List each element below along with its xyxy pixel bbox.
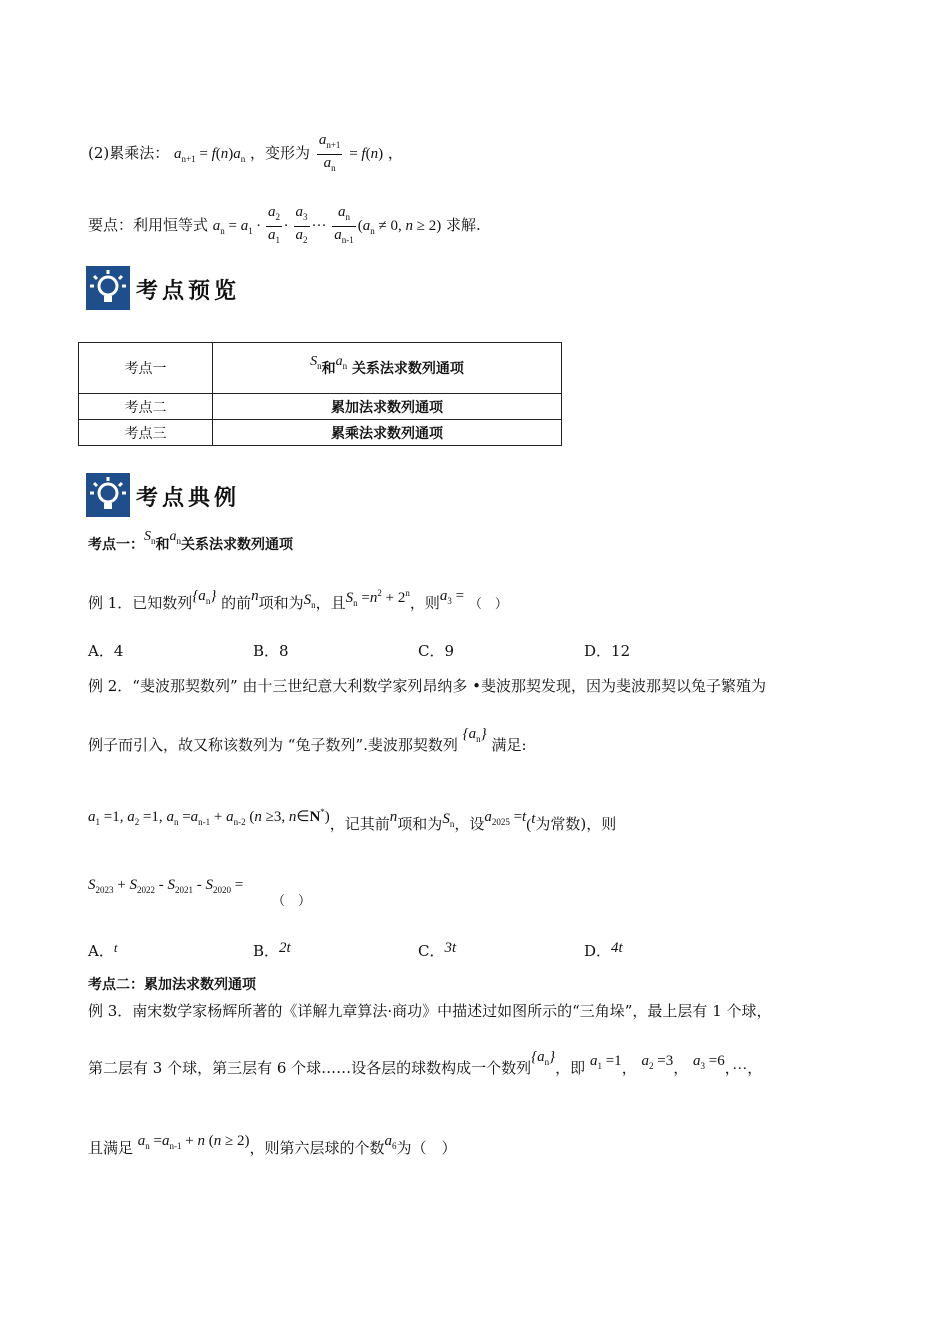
ex3-line-2: 第二层有 3 个球，第三层有 6 个球……设各层的球数构成一个数列$\{a_n\}$，即 $a_1 =1$， $a_2 =3$， $a_3 =6$，···， [88, 1049, 763, 1077]
ratio-rhs: = f(n) [349, 146, 384, 162]
ex3-text: 第二层有 3 个球，第三层有 6 个球……设各层的球数构成一个数列 [88, 1059, 532, 1077]
ex2-text: 为常数)，则 [535, 815, 617, 833]
formula-line-1 [88, 128, 403, 178]
heading-examples: 考点典例 [136, 486, 241, 511]
table-cell-topic: 累加法求数列通项 [213, 394, 562, 420]
ex1-option-d[interactable]: D．12 [584, 642, 631, 660]
ex1-text: 项和为 [258, 594, 304, 612]
table-row [79, 394, 562, 420]
ex3-text: 且满足 [88, 1139, 134, 1157]
ex1-option-c[interactable]: C．9 [418, 642, 455, 660]
formula-mid-text: ，变形为 [250, 144, 311, 162]
section-1-title: 考点一：$S_n$和$a_n$关系法求数列通项 [88, 529, 293, 553]
example-1: 例 1．已知数列$\{a_n\}$ 的前n项和为$S_n$，且$S_n =n^2 + 2^n$，则$a_3$ = （ ） [88, 588, 508, 612]
ex2-text: ，设 [454, 815, 485, 833]
ratio-fraction: $\frac{a_{n+1}}{a_n}$ [318, 131, 341, 173]
section-1-he: 和 [155, 537, 170, 553]
ex3-line-3: 且满足 $a_n =a_{n-1} + n$ (n ≥ 2)，则第六层球的个数$a_6$为（ ） [88, 1133, 457, 1157]
section-1-prefix: 考点一： [88, 537, 144, 553]
ex2-text: ，记其前 [329, 815, 390, 833]
lightbulb-icon [86, 266, 130, 310]
key-point-label: 要点：利用恒等式 [88, 216, 209, 234]
table-cell-label: 考点二 [79, 394, 213, 420]
ex2-option-b[interactable]: B．2t [253, 940, 291, 960]
ex1-text: 例 1．已知数列 [88, 594, 193, 612]
ex2-answer-paren: （ ） [272, 894, 312, 909]
ex2-text: 项和为 [397, 815, 443, 833]
topic-suffix: 关系法求数列通项 [351, 360, 464, 377]
ex2-text: 满足: [491, 736, 527, 754]
table-cell-topic: 累乘法求数列通项 [213, 420, 562, 446]
option-label: A． [88, 942, 114, 960]
option-label: C． [418, 942, 445, 960]
ex1-text: ，且 [315, 594, 346, 612]
ex1-option-a[interactable]: A．4 [88, 642, 124, 660]
topic-he: 和 [321, 360, 336, 377]
ex2-sum-formula: $S_{2023} + S_{2022} - S_{2021} - S_{2020}$ = [88, 877, 244, 895]
option-label: D． [584, 942, 612, 960]
ex2-option-c[interactable]: C．3t [418, 940, 457, 960]
fibonacci-formula: $a_1 =1$, $a_2 =1$, $a_n =a_{n-1} + a_{n-2}$ (n ≥3, n∈N*) [88, 807, 330, 827]
recurrence-formula: $a_{n+1} = f(n)a_n$ [174, 146, 246, 164]
table-cell-topic: $S_n$和$a_n$ 关系法求数列通项 [213, 343, 562, 394]
ex3-text: 为（ ） [396, 1139, 457, 1157]
ex3-line-1: 例 3．南宋数学家杨辉所著的《详解九章算法·商功》中描述过如图所示的“三角垛”，最上层有 1 个球， [88, 1002, 772, 1020]
ex1-answer-paren: （ ） [468, 597, 508, 612]
ex2-option-a[interactable]: A．t [88, 940, 118, 960]
formula-end-text: ， [387, 144, 403, 162]
heading-preview: 考点预览 [136, 279, 241, 304]
ex1-option-b[interactable]: B．8 [253, 642, 289, 660]
accumulation-formula: $a_n =a_{n-1} + n$ (n ≥ 2) [137, 1133, 250, 1151]
key-point-end: 求解. [446, 216, 481, 234]
lightbulb-icon [86, 473, 130, 517]
ex2-line-1: 例 2．“斐波那契数列” 由十三世纪意大利数学家列昂纳多 •斐波那契发现，因为斐波那契以兔子繁殖为 [88, 677, 767, 695]
formula-label: (2)累乘法： [88, 144, 170, 162]
section-2-title: 考点二：累加法求数列通项 [88, 977, 256, 993]
ex1-text: 的前 [221, 594, 252, 612]
section-1-suffix: 关系法求数列通项 [181, 537, 293, 553]
identity-formula: $a_n = a_1$ · $\frac{a_2}{a_1}$ · $\frac{a_3}{a_2}$ ··· $\frac{a_n}{a_{n-1}}$ ($a_n \ne 0$, n ≥ 2) [212, 204, 442, 246]
formula-line-2 [88, 200, 481, 250]
ex2-line-2: 例子而引入，故又称该数列为 “兔子数列”.斐波那契数列 $\{a_n\}$ 满足: [88, 726, 527, 754]
table-cell-label: 考点一 [79, 343, 213, 394]
ex2-option-d[interactable]: D．4t [584, 940, 623, 960]
table-cell-label: 考点三 [79, 420, 213, 446]
table-row [79, 343, 562, 394]
table-row [79, 420, 562, 446]
option-label: B． [253, 942, 280, 960]
ex2-line-3: $a_1 =1$, $a_2 =1$, $a_n =a_{n-1} + a_{n-2}$ (n ≥3, n∈N*)，记其前n项和为$S_n$，设$a_{2025} =t(t$为常数)，则 [88, 807, 617, 833]
topics-table [78, 342, 562, 446]
ex3-text: ，即 [555, 1059, 586, 1077]
ex3-text: ，则第六层球的个数 [249, 1139, 385, 1157]
ex1-text: ，则 [409, 594, 440, 612]
ex2-text: 例子而引入，故又称该数列为 “兔子数列”.斐波那契数列 [88, 736, 458, 754]
